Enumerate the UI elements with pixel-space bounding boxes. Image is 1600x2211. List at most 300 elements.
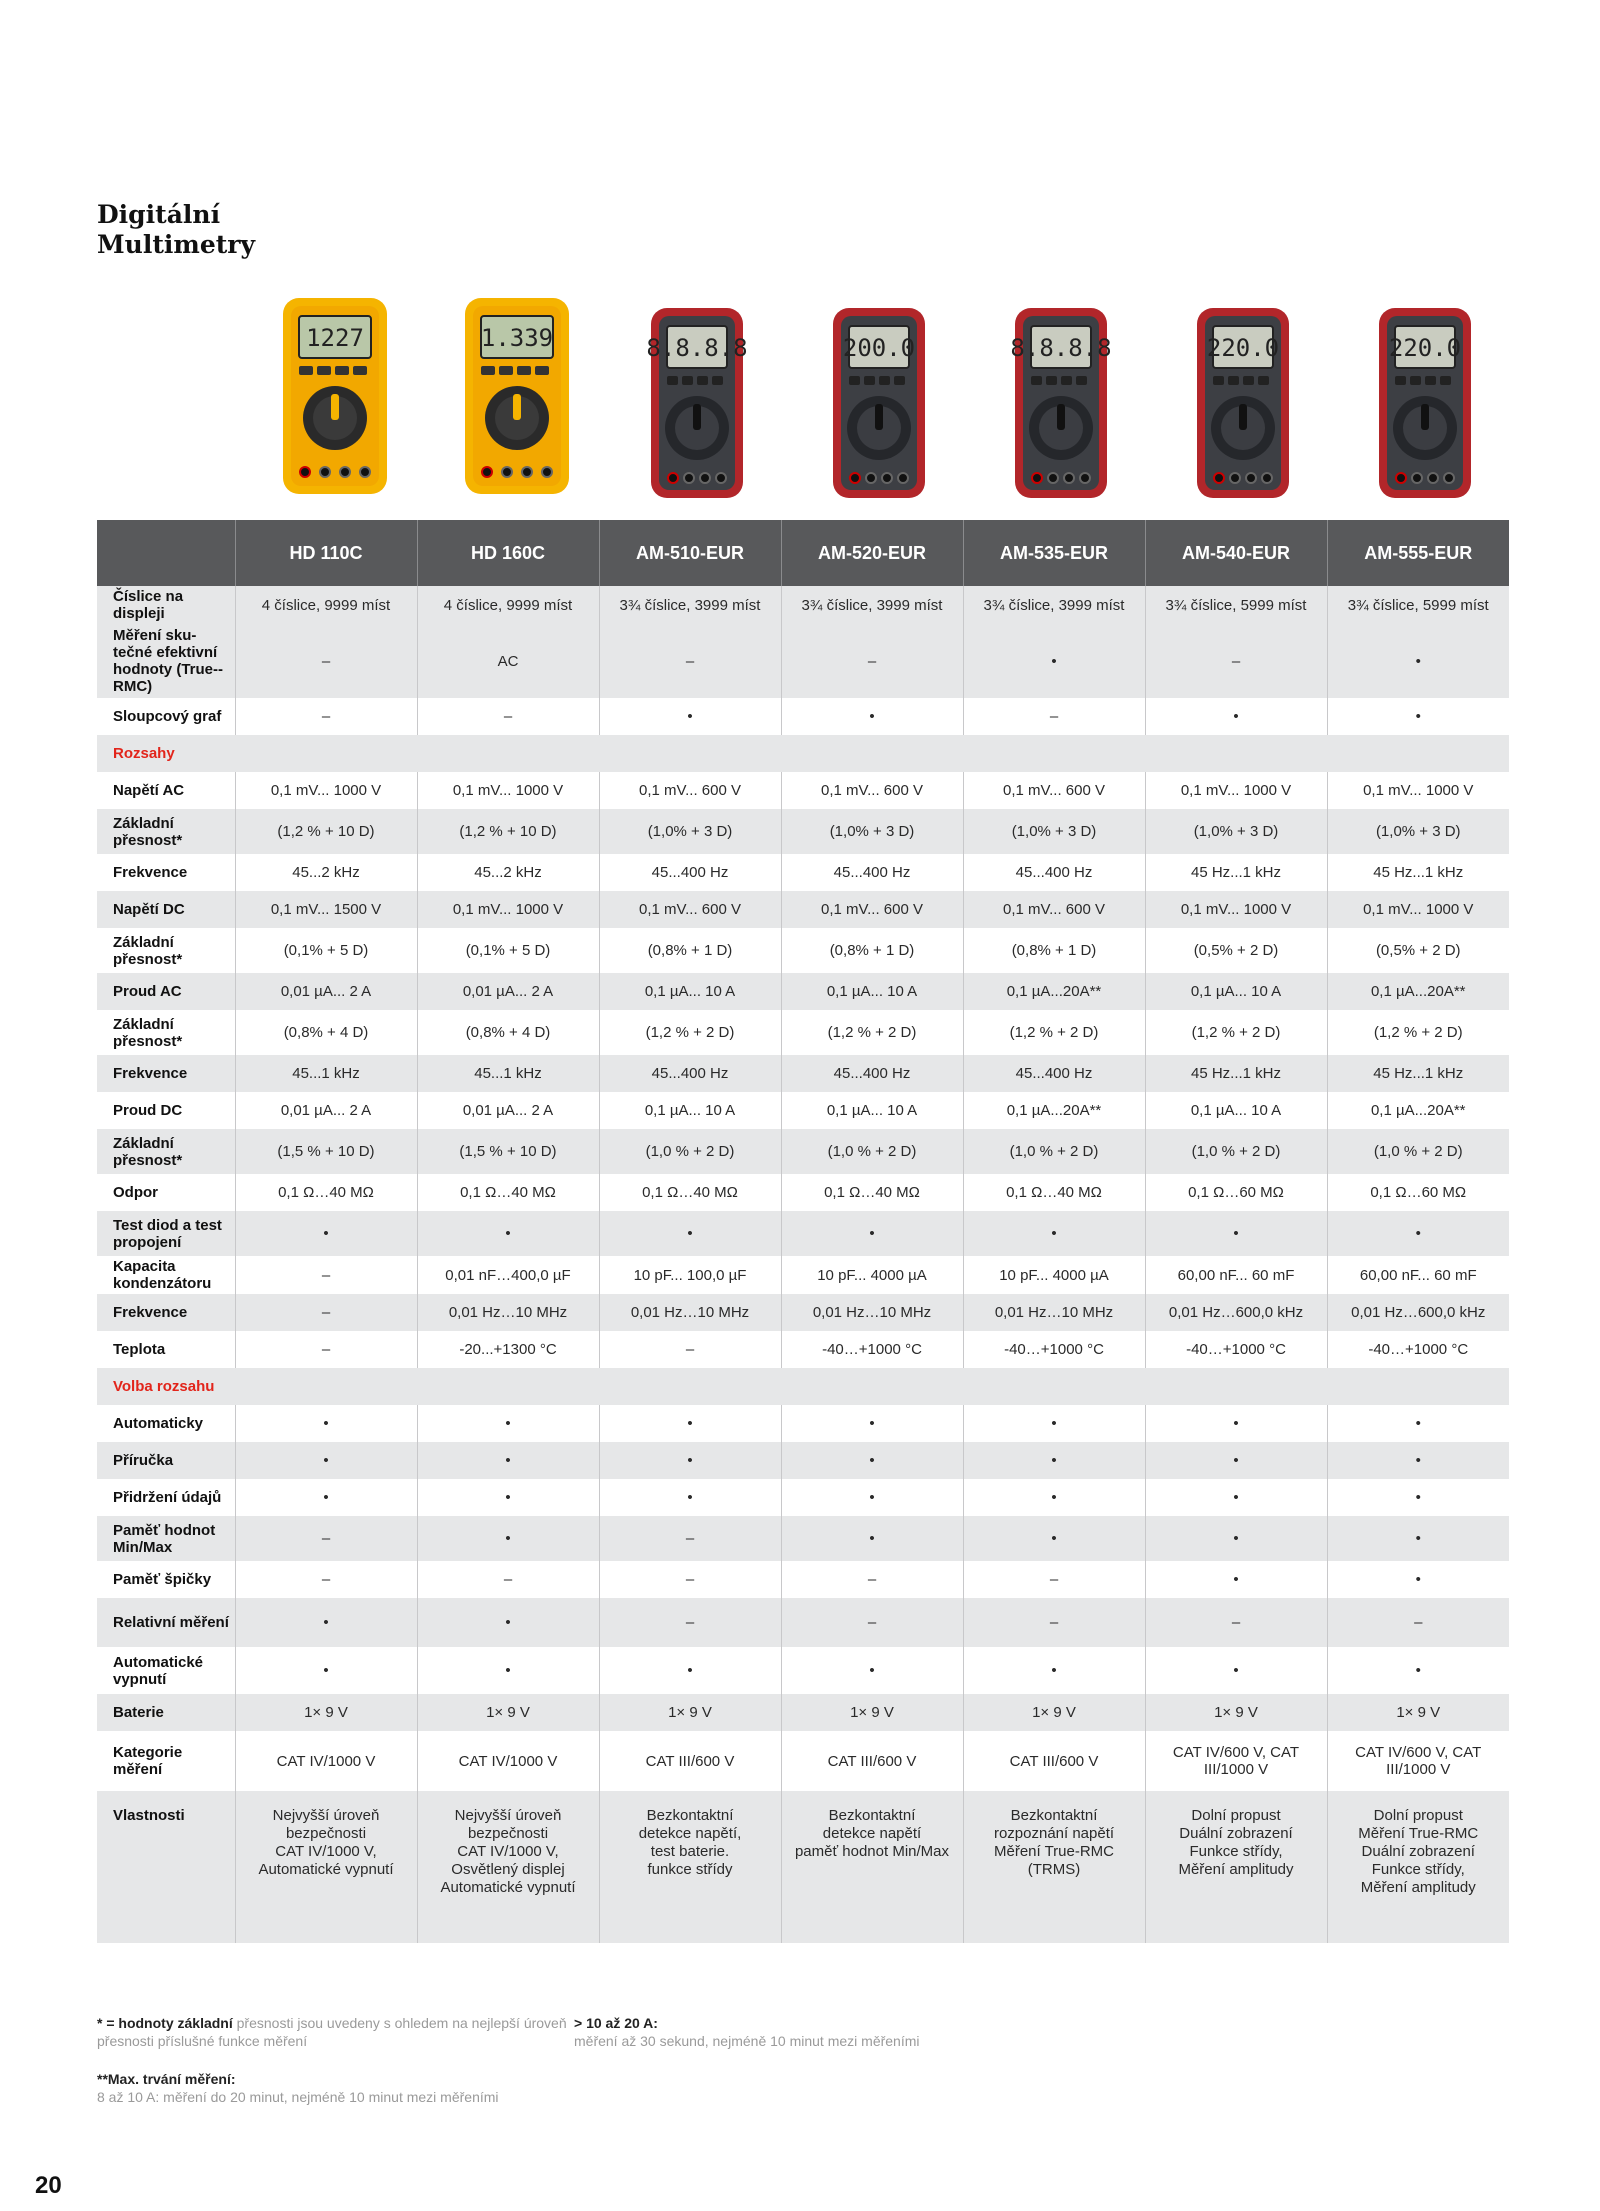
table-cell: 1× 9 V — [963, 1694, 1145, 1731]
table-cell: 60,00 nF... 60 mF — [1327, 1256, 1509, 1294]
table-row — [97, 1442, 1509, 1479]
product-images-row — [235, 290, 1509, 515]
function-button — [879, 376, 890, 385]
feature-cell — [781, 1791, 963, 1943]
table-cell: 0,1 mV... 600 V — [599, 891, 781, 928]
table-row — [97, 1010, 1509, 1055]
table-cell: – — [963, 1561, 1145, 1598]
function-button — [1228, 376, 1239, 385]
row-label: Příručka — [97, 1442, 235, 1479]
input-jack — [1246, 473, 1256, 483]
function-button — [894, 376, 905, 385]
function-button — [1258, 376, 1269, 385]
table-cell: 45...400 Hz — [781, 1055, 963, 1092]
table-cell: 0,01 Hz…600,0 kHz — [1145, 1294, 1327, 1331]
table-cell: (0,8% + 1 D) — [599, 928, 781, 973]
table-row — [97, 698, 1509, 735]
table-cell: • — [781, 1647, 963, 1694]
table-cell: • — [235, 1479, 417, 1516]
row-label: Test diod a test propojení — [97, 1211, 235, 1256]
table-cell: 45...400 Hz — [963, 1055, 1145, 1092]
feature-cell — [1327, 1791, 1509, 1943]
table-cell: • — [1327, 1561, 1509, 1598]
table-cell: 0,01 nF…400,0 µF — [417, 1256, 599, 1294]
model-header: HD 110C — [235, 520, 417, 586]
table-cell: – — [963, 698, 1145, 735]
knob-pointer — [1057, 404, 1065, 430]
feature-line: Funkce střídy, — [1371, 1861, 1465, 1878]
feature-line: Automatické vypnutí — [258, 1861, 394, 1878]
model-header: AM-555-EUR — [1327, 520, 1509, 586]
table-cell: • — [417, 1211, 599, 1256]
function-button — [1410, 376, 1421, 385]
row-label: Sloupcový graf — [97, 698, 235, 735]
table-cell: – — [417, 1561, 599, 1598]
table-cell: 0,1 mV... 600 V — [963, 772, 1145, 809]
table-cell: • — [1327, 1516, 1509, 1561]
footnote-max-duration-title: **Max. trvání měření: — [97, 2071, 236, 2087]
table-cell: (0,1% + 5 D) — [235, 928, 417, 973]
table-cell: – — [235, 1331, 417, 1368]
knob-pointer — [693, 404, 701, 430]
table-cell: – — [781, 1561, 963, 1598]
multimeter-image — [599, 290, 781, 515]
table-cell: CAT III/600 V — [963, 1731, 1145, 1791]
table-cell: 0,01 Hz…10 MHz — [599, 1294, 781, 1331]
feature-line: Nejvyšší úroveň — [272, 1807, 380, 1824]
multimeter-image — [963, 290, 1145, 515]
table-cell: – — [417, 698, 599, 735]
table-cell: 0,1 µA... 10 A — [1145, 1092, 1327, 1129]
table-cell: 1× 9 V — [781, 1694, 963, 1731]
row-label: Relativní měření — [97, 1598, 235, 1647]
table-cell: – — [599, 1598, 781, 1647]
input-jack — [1412, 473, 1422, 483]
function-button — [1031, 376, 1042, 385]
table-cell: – — [235, 698, 417, 735]
knob-pointer — [1239, 404, 1247, 430]
table-cell: • — [1327, 1647, 1509, 1694]
table-cell: • — [1327, 624, 1509, 698]
row-label: Základní přesnost* — [97, 928, 235, 973]
table-cell: 0,1 mV... 1000 V — [417, 891, 599, 928]
table-cell: • — [1145, 698, 1327, 735]
table-cell: (1,0 % + 2 D) — [1145, 1129, 1327, 1174]
feature-line: Osvětlený displej — [451, 1861, 565, 1878]
footnote-accuracy-text: přesnosti jsou uvedeny s ohledem na nejlepší úroveň přesnosti příslušné funkce měření — [97, 2015, 567, 2049]
table-row — [97, 1598, 1509, 1647]
table-cell: 3¾ číslice, 5999 míst — [1145, 586, 1327, 624]
table-cell: • — [417, 1405, 599, 1442]
table-cell: • — [1145, 1479, 1327, 1516]
table-cell: • — [781, 698, 963, 735]
table-cell: (1,2 % + 10 D) — [417, 809, 599, 854]
table-cell: – — [235, 1256, 417, 1294]
table-cell: 0,01 µA... 2 A — [235, 1092, 417, 1129]
table-row — [97, 928, 1509, 973]
row-label: Měření sku-tečné efektivní hodnoty (True--RMC) — [97, 624, 235, 698]
row-label: Vlastnosti — [97, 1791, 235, 1943]
table-row — [97, 772, 1509, 809]
table-cell: (1,0% + 3 D) — [599, 809, 781, 854]
table-row — [97, 891, 1509, 928]
table-cell: -20...+1300 °C — [417, 1331, 599, 1368]
input-jack — [502, 467, 512, 477]
table-cell: 0,1 Ω…40 MΩ — [417, 1174, 599, 1211]
table-row — [97, 1129, 1509, 1174]
feature-line: Duální zobrazení — [1179, 1825, 1293, 1842]
multimeter-illustration — [235, 290, 417, 515]
table-cell: 0,1 µA... 10 A — [599, 973, 781, 1010]
feature-line: Funkce střídy, — [1189, 1843, 1283, 1860]
table-cell: 10 pF... 4000 µA — [963, 1256, 1145, 1294]
table-cell: 0,1 mV... 1000 V — [417, 772, 599, 809]
input-jack — [700, 473, 710, 483]
input-jack — [668, 473, 678, 483]
table-cell: • — [781, 1479, 963, 1516]
multimeter-illustration — [1327, 290, 1509, 515]
table-cell: 0,1 Ω…40 MΩ — [235, 1174, 417, 1211]
table-cell: 0,1 mV... 600 V — [599, 772, 781, 809]
table-cell: (1,2 % + 2 D) — [599, 1010, 781, 1055]
table-cell: -40…+1000 °C — [1145, 1331, 1327, 1368]
table-cell: – — [1145, 1598, 1327, 1647]
feature-line: detekce napětí, — [638, 1825, 742, 1842]
row-label: Číslice na displeji — [97, 586, 235, 624]
table-cell: 45 Hz...1 kHz — [1327, 1055, 1509, 1092]
table-cell: 0,1 Ω…40 MΩ — [781, 1174, 963, 1211]
feature-line: Bezkontaktní — [1010, 1807, 1098, 1824]
input-jack — [684, 473, 694, 483]
knob-pointer — [875, 404, 883, 430]
input-jack — [1048, 473, 1058, 483]
table-cell: (1,0% + 3 D) — [1327, 809, 1509, 854]
table-row — [97, 1211, 1509, 1256]
function-button — [1440, 376, 1451, 385]
multimeter-illustration — [781, 290, 963, 515]
input-jack — [866, 473, 876, 483]
table-cell: • — [417, 1647, 599, 1694]
table-cell: 0,01 µA... 2 A — [417, 1092, 599, 1129]
table-row — [97, 1294, 1509, 1331]
table-cell: 0,01 Hz…600,0 kHz — [1327, 1294, 1509, 1331]
footnote-20a-text: měření až 30 sekund, nejméně 10 minut mezi měřeními — [574, 2033, 920, 2049]
table-cell: – — [781, 1598, 963, 1647]
function-button — [481, 366, 495, 375]
table-cell: (1,0 % + 2 D) — [1327, 1129, 1509, 1174]
section-row — [97, 735, 1509, 772]
table-row — [97, 586, 1509, 624]
table-cell: CAT IV/1000 V — [235, 1731, 417, 1791]
function-button — [1395, 376, 1406, 385]
table-cell: • — [235, 1647, 417, 1694]
input-jack — [360, 467, 370, 477]
table-cell: 0,1 mV... 1500 V — [235, 891, 417, 928]
knob-pointer — [513, 394, 521, 420]
input-jack — [300, 467, 310, 477]
table-cell: 0,1 mV... 600 V — [781, 772, 963, 809]
table-cell: 4 číslice, 9999 míst — [417, 586, 599, 624]
row-label: Frekvence — [97, 1055, 235, 1092]
function-button — [682, 376, 693, 385]
function-button — [1076, 376, 1087, 385]
table-cell: • — [963, 1211, 1145, 1256]
table-row — [97, 1479, 1509, 1516]
table-cell: • — [599, 1442, 781, 1479]
table-cell: 0,1 µA...20A** — [963, 973, 1145, 1010]
table-cell: 1× 9 V — [599, 1694, 781, 1731]
row-label: Paměť hodnot Min/Max — [97, 1516, 235, 1561]
row-label: Automaticky — [97, 1405, 235, 1442]
lcd-readout: 200.0 — [842, 334, 916, 362]
table-cell: 10 pF... 100,0 µF — [599, 1256, 781, 1294]
input-jack — [482, 467, 492, 477]
multimeter-illustration — [963, 290, 1145, 515]
page-title-line1: Digitální — [97, 200, 221, 229]
footnote-20a-title: > 10 až 20 A: — [574, 2015, 658, 2031]
feature-line: Bezkontaktní — [828, 1807, 916, 1824]
feature-line: Duální zobrazení — [1361, 1843, 1475, 1860]
table-cell: CAT III/600 V — [599, 1731, 781, 1791]
model-header: AM-540-EUR — [1145, 520, 1327, 586]
header-corner — [97, 520, 235, 586]
model-header: AM-510-EUR — [599, 520, 781, 586]
table-cell: 0,1 µA... 10 A — [781, 973, 963, 1010]
table-cell: 0,1 mV... 1000 V — [1327, 772, 1509, 809]
function-button — [1213, 376, 1224, 385]
table-row — [97, 1731, 1509, 1791]
table-cell: (1,2 % + 10 D) — [235, 809, 417, 854]
row-label: Přidržení údajů — [97, 1479, 235, 1516]
table-cell: • — [235, 1598, 417, 1647]
table-cell: 4 číslice, 9999 míst — [235, 586, 417, 624]
table-cell: 0,1 mV... 1000 V — [1145, 772, 1327, 809]
function-button — [1425, 376, 1436, 385]
table-cell: • — [599, 698, 781, 735]
table-cell: 45...400 Hz — [599, 1055, 781, 1092]
table-cell: 45 Hz...1 kHz — [1145, 854, 1327, 891]
input-jack — [542, 467, 552, 477]
table-cell: • — [1327, 698, 1509, 735]
function-button — [667, 376, 678, 385]
table-cell: (1,2 % + 2 D) — [781, 1010, 963, 1055]
input-jack — [522, 467, 532, 477]
function-button — [499, 366, 513, 375]
table-cell: CAT IV/600 V, CAT III/1000 V — [1145, 1731, 1327, 1791]
table-cell: 1× 9 V — [235, 1694, 417, 1731]
table-cell: • — [963, 624, 1145, 698]
table-cell: • — [963, 1647, 1145, 1694]
table-cell: (1,0% + 3 D) — [1145, 809, 1327, 854]
table-cell: 0,1 µA... 10 A — [1145, 973, 1327, 1010]
table-row — [97, 1647, 1509, 1694]
table-cell: CAT IV/1000 V — [417, 1731, 599, 1791]
table-row — [97, 1561, 1509, 1598]
page-number: 20 — [35, 2172, 62, 2199]
table-cell: 0,01 Hz…10 MHz — [417, 1294, 599, 1331]
table-row — [97, 1694, 1509, 1731]
table-cell: • — [1145, 1561, 1327, 1598]
footnote-max-duration — [97, 2070, 577, 2106]
table-cell: • — [599, 1211, 781, 1256]
table-cell: (1,0 % + 2 D) — [781, 1129, 963, 1174]
knob-pointer — [1421, 404, 1429, 430]
row-label: Napětí AC — [97, 772, 235, 809]
table-cell: • — [781, 1516, 963, 1561]
row-label: Základní přesnost* — [97, 809, 235, 854]
table-row — [97, 854, 1509, 891]
table-cell: (0,5% + 2 D) — [1327, 928, 1509, 973]
model-header: HD 160C — [417, 520, 599, 586]
table-cell: • — [1327, 1405, 1509, 1442]
table-cell: 0,1 µA...20A** — [1327, 1092, 1509, 1129]
table-cell: (1,2 % + 2 D) — [963, 1010, 1145, 1055]
row-label: Napětí DC — [97, 891, 235, 928]
table-cell: 3¾ číslice, 3999 míst — [963, 586, 1145, 624]
function-button — [864, 376, 875, 385]
input-jack — [1428, 473, 1438, 483]
table-cell: • — [963, 1479, 1145, 1516]
table-row — [97, 973, 1509, 1010]
input-jack — [716, 473, 726, 483]
table-cell: – — [235, 1516, 417, 1561]
lcd-readout: 220.0 — [1388, 334, 1462, 362]
function-button — [1046, 376, 1057, 385]
table-cell: 0,1 Ω…60 MΩ — [1145, 1174, 1327, 1211]
footnote-20a — [574, 2014, 1054, 2050]
multimeter-image — [235, 290, 417, 515]
table-cell: • — [1327, 1442, 1509, 1479]
table-cell: (0,8% + 1 D) — [963, 928, 1145, 973]
spec-table — [97, 520, 1509, 1943]
model-header: AM-520-EUR — [781, 520, 963, 586]
multimeter-illustration — [1145, 290, 1327, 515]
table-row — [97, 1331, 1509, 1368]
table-cell: – — [1327, 1598, 1509, 1647]
table-cell: • — [963, 1516, 1145, 1561]
row-label: Odpor — [97, 1174, 235, 1211]
multimeter-illustration — [599, 290, 781, 515]
table-cell: -40…+1000 °C — [1327, 1331, 1509, 1368]
table-cell: 0,1 mV... 1000 V — [1145, 891, 1327, 928]
page-title — [97, 200, 255, 260]
footnote-accuracy-bold: * = hodnoty základní — [97, 2015, 233, 2031]
row-label: Základní přesnost* — [97, 1129, 235, 1174]
table-cell: • — [1145, 1516, 1327, 1561]
row-label: Automatické vypnutí — [97, 1647, 235, 1694]
table-cell: 45...2 kHz — [417, 854, 599, 891]
feature-cell — [963, 1791, 1145, 1943]
feature-cell — [417, 1791, 599, 1943]
table-cell: 0,01 Hz…10 MHz — [963, 1294, 1145, 1331]
feature-line: funkce střídy — [647, 1861, 733, 1878]
table-cell: 0,01 µA... 2 A — [235, 973, 417, 1010]
table-cell: AC — [417, 624, 599, 698]
input-jack — [340, 467, 350, 477]
multimeter-image — [417, 290, 599, 515]
input-jack — [1032, 473, 1042, 483]
table-cell: CAT III/600 V — [781, 1731, 963, 1791]
feature-line: Měření True-RMC — [1358, 1825, 1479, 1842]
function-button — [353, 366, 367, 375]
knob-pointer — [331, 394, 339, 420]
table-cell: 45 Hz...1 kHz — [1327, 854, 1509, 891]
table-cell: 0,01 Hz…10 MHz — [781, 1294, 963, 1331]
feature-line: Automatické vypnutí — [440, 1879, 576, 1896]
lcd-readout: 8.8.8.8 — [646, 334, 748, 362]
table-row — [97, 1256, 1509, 1294]
function-button — [535, 366, 549, 375]
table-cell: – — [599, 1516, 781, 1561]
row-label: Proud DC — [97, 1092, 235, 1129]
row-label: Základní přesnost* — [97, 1010, 235, 1055]
multimeter-image — [1327, 290, 1509, 515]
table-cell: 45...1 kHz — [417, 1055, 599, 1092]
function-button — [849, 376, 860, 385]
feature-line: bezpečnosti — [467, 1825, 549, 1842]
table-cell: – — [235, 1561, 417, 1598]
row-label: Teplota — [97, 1331, 235, 1368]
table-cell: • — [417, 1516, 599, 1561]
table-cell: • — [599, 1647, 781, 1694]
function-button — [697, 376, 708, 385]
table-cell: – — [599, 1561, 781, 1598]
feature-line: paměť hodnot Min/Max — [794, 1843, 950, 1860]
table-cell: CAT IV/600 V, CAT III/1000 V — [1327, 1731, 1509, 1791]
input-jack — [1080, 473, 1090, 483]
table-cell: • — [417, 1479, 599, 1516]
table-cell: 10 pF... 4000 µA — [781, 1256, 963, 1294]
lcd-readout: 1.339 — [480, 324, 554, 352]
table-cell: (1,0% + 3 D) — [781, 809, 963, 854]
function-button — [299, 366, 313, 375]
input-jack — [898, 473, 908, 483]
table-cell: 0,1 µA...20A** — [963, 1092, 1145, 1129]
table-cell: – — [599, 624, 781, 698]
table-cell: -40…+1000 °C — [963, 1331, 1145, 1368]
table-cell: • — [1327, 1211, 1509, 1256]
input-jack — [882, 473, 892, 483]
table-cell: (0,8% + 4 D) — [417, 1010, 599, 1055]
function-button — [1243, 376, 1254, 385]
features-row — [97, 1791, 1509, 1943]
input-jack — [1214, 473, 1224, 483]
input-jack — [1230, 473, 1240, 483]
feature-cell — [1145, 1791, 1327, 1943]
row-label: Baterie — [97, 1694, 235, 1731]
feature-line: Dolní propust — [1373, 1807, 1463, 1824]
model-header: AM-535-EUR — [963, 520, 1145, 586]
table-cell: 3¾ číslice, 3999 míst — [599, 586, 781, 624]
table-cell: (1,2 % + 2 D) — [1327, 1010, 1509, 1055]
table-cell: (1,0 % + 2 D) — [599, 1129, 781, 1174]
row-label: Paměť špičky — [97, 1561, 235, 1598]
feature-line: (TRMS) — [1027, 1861, 1081, 1878]
input-jack — [1064, 473, 1074, 483]
table-cell: (0,8% + 4 D) — [235, 1010, 417, 1055]
feature-line: test baterie. — [650, 1843, 730, 1860]
table-cell: 0,1 µA... 10 A — [599, 1092, 781, 1129]
input-jack — [1262, 473, 1272, 483]
table-cell: 0,1 µA...20A** — [1327, 973, 1509, 1010]
table-row — [97, 1055, 1509, 1092]
table-row — [97, 624, 1509, 698]
table-cell: • — [781, 1211, 963, 1256]
table-cell: • — [599, 1479, 781, 1516]
function-button — [317, 366, 331, 375]
table-cell: • — [1145, 1647, 1327, 1694]
table-cell: • — [963, 1442, 1145, 1479]
